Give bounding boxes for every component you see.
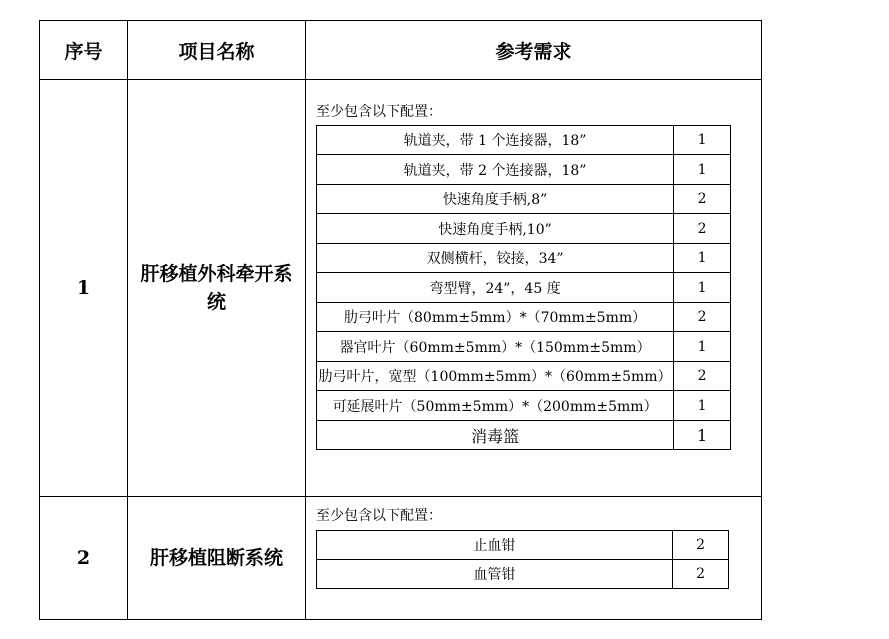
spec-cell: 双侧横杆，铰接，34” [317,244,674,273]
qty-cell: 1 [674,421,731,450]
header-requirements: 参考需求 [495,40,572,63]
spec-cell: 快速角度手柄,8” [317,185,674,214]
qty-cell: 2 [673,531,729,560]
spec-cell: 快速角度手柄,10” [317,214,674,244]
spec-cell: 器官叶片（60mm±5mm）*（150mm±5mm） [317,332,674,362]
qty-cell: 2 [674,185,731,214]
table-row [317,531,729,560]
spec-cell: 弯型臂，24”，45 度 [317,273,674,303]
qty-cell: 2 [674,214,731,244]
spec-cell: 肋弓叶片（80mm±5mm）*（70mm±5mm） [317,303,674,332]
config-intro: 至少包含以下配置： [316,104,442,120]
column-divider-2 [305,20,306,620]
spec-cell: 血管钳 [317,560,673,589]
qty-cell: 1 [674,332,731,362]
table-row [317,185,731,214]
qty-cell: 1 [674,126,731,155]
config-intro: 至少包含以下配置： [316,508,442,524]
spec-cell: 止血钳 [317,531,673,560]
spec-cell: 消毒篮 [317,421,674,450]
qty-cell: 2 [674,362,731,391]
table-row [317,155,731,185]
qty-cell: 1 [674,244,731,273]
config-table [316,530,729,589]
row-index: 2 [76,547,91,569]
row-index: 1 [76,277,91,299]
header-index: 序号 [64,40,103,63]
spec-cell: 轨道夹，带 1 个连接器，18” [317,126,674,155]
table-row [317,126,731,155]
table-row [317,273,731,303]
qty-cell: 1 [674,391,731,421]
row-item-name: 肝移植外科牵开系统 [140,263,293,313]
table-row [317,362,731,391]
qty-cell: 2 [673,560,729,589]
spec-cell: 可延展叶片（50mm±5mm）*（200mm±5mm） [317,391,674,421]
qty-cell: 2 [674,303,731,332]
header-item-name: 项目名称 [178,40,255,63]
spec-cell: 肋弓叶片，宽型（100mm±5mm）*（60mm±5mm） [317,362,674,391]
spec-cell: 轨道夹，带 2 个连接器，18” [317,155,674,185]
table-row [317,421,731,450]
table-row [317,303,731,332]
qty-cell: 1 [674,155,731,185]
table-row [317,391,731,421]
table-row [317,332,731,362]
table-row [317,214,731,244]
qty-cell: 1 [674,273,731,303]
table-row [317,244,731,273]
row-item-name: 肝移植阻断系统 [149,547,283,569]
config-table [316,125,731,450]
table-row [317,560,729,589]
